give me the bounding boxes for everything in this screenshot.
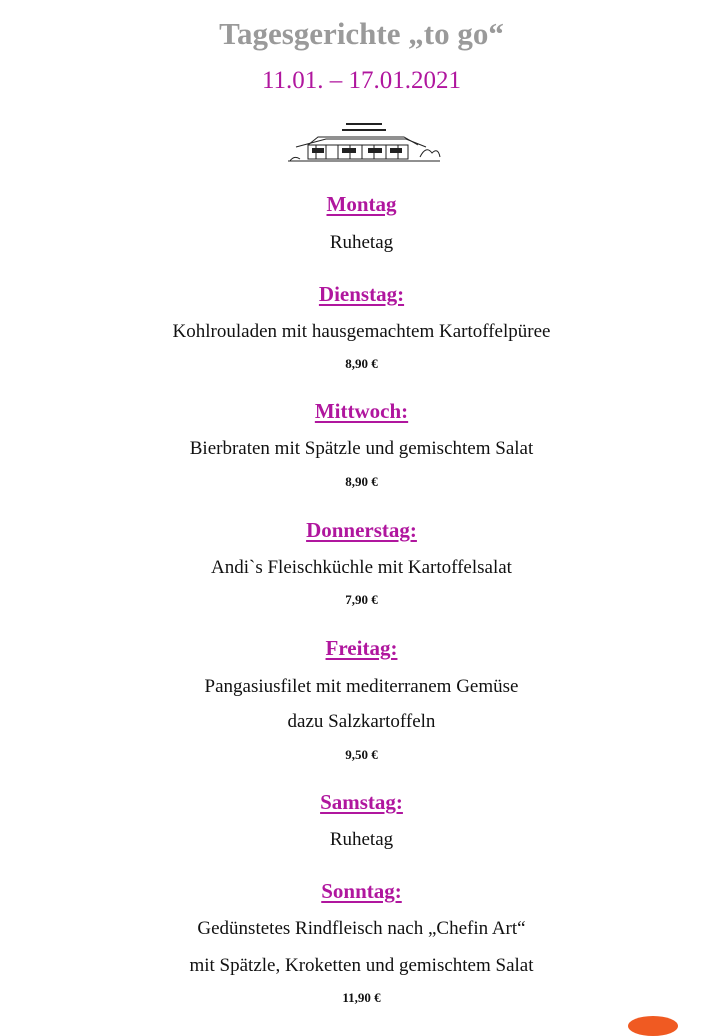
day-heading-sonntag: Sonntag: <box>321 879 402 903</box>
day-heading-montag: Montag <box>326 192 397 216</box>
day-heading-freitag: Freitag: <box>325 636 398 660</box>
dish-freitag-line1: Pangasiusfilet mit mediterranem Gemüse <box>204 676 519 697</box>
orange-corner-shape <box>628 1016 678 1036</box>
day-heading-donnerstag: Donnerstag: <box>306 518 417 542</box>
price-dienstag: 8,90 € <box>345 356 378 371</box>
restaurant-logo <box>286 117 442 167</box>
dish-mittwoch: Bierbraten mit Spätzle und gemischtem Salat <box>189 438 534 459</box>
dish-dienstag: Kohlrouladen mit hausgemachtem Kartoffelpüree <box>172 321 551 342</box>
dish-donnerstag: Andi`s Fleischküchle mit Kartoffelsalat <box>211 557 512 578</box>
dish-montag: Ruhetag <box>329 232 394 253</box>
price-sonntag: 11,90 € <box>342 990 381 1005</box>
page-title: Tagesgerichte „to go“ <box>219 16 504 51</box>
day-heading-samstag: Samstag: <box>320 790 403 814</box>
price-mittwoch: 8,90 € <box>345 474 378 489</box>
day-heading-mittwoch: Mittwoch: <box>314 399 409 423</box>
dish-sonntag-line2: mit Spätzle, Kroketten und gemischtem Salat <box>189 955 534 976</box>
price-donnerstag: 7,90 € <box>345 592 378 607</box>
dish-sonntag-line1: Gedünstetes Rindfleisch nach „Chefin Art“ <box>197 918 526 939</box>
day-heading-dienstag: Dienstag: <box>318 282 405 306</box>
restaurant-logo-drawing <box>286 117 442 167</box>
dish-samstag: Ruhetag <box>329 829 394 850</box>
price-freitag: 9,50 € <box>345 747 378 762</box>
dish-freitag-line2: dazu Salzkartoffeln <box>287 711 436 732</box>
date-range: 11.01. – 17.01.2021 <box>261 67 462 94</box>
